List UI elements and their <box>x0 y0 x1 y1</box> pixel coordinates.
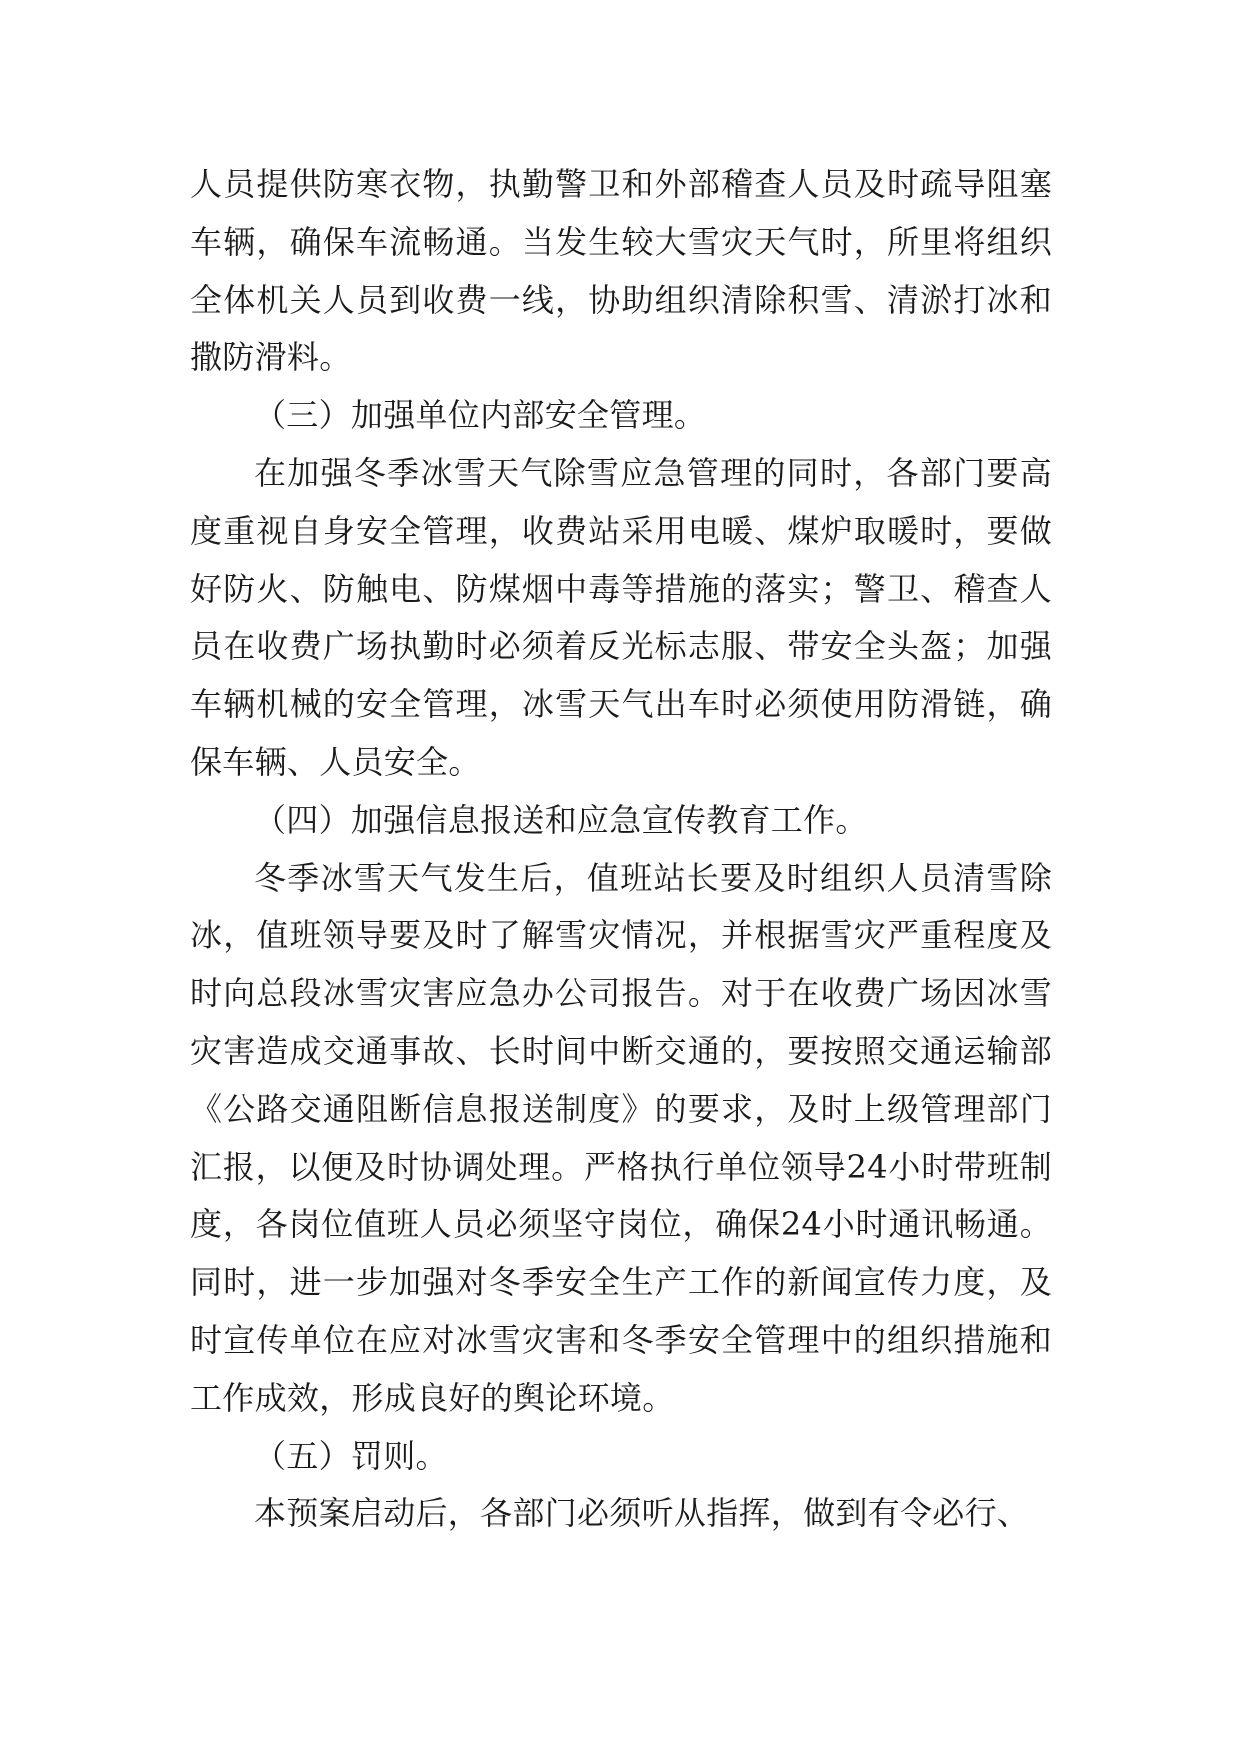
document-body <box>190 156 1052 1543</box>
paragraph-continuation: 人员提供防寒衣物，执勤警卫和外部稽查人员及时疏导阻塞车辆，确保车流畅通。当发生较大雪灾天气时，所里将组织全体机关人员到收费一线，协助组织清除积雪、清淤打冰和撒防滑料。 <box>190 165 1052 377</box>
section-heading-3: （三）加强单位内部安全管理。 <box>254 396 707 435</box>
section-heading-4: （四）加强信息报送和应急宣传教育工作。 <box>254 800 868 839</box>
section-heading-5: （五）罚则。 <box>254 1436 448 1475</box>
paragraph-info-reporting: 冬季冰雪天气发生后，值班站长要及时组织人员清雪除冰，值班领导要及时了解雪灾情况，并根据雪灾严重程度及时向总段冰雪灾害应急办公司报告。对于在收费广场因冰雪灾害造成交通事故、长时间中断交通的，要按照交通运输部《公路交通阻断信息报送制度》的要求，及时上级管理部门汇报，以便及时协调处理。严格执行单位领导24小时带班制度，各岗位值班人员必须坚守岗位，确保24小时通讯畅通。同时，进一步加强对冬季安全生产工作的新闻宣传力度，及时宣传单位在应对冰雪灾害和冬季安全管理中的组织措施和工作成效，形成良好的舆论环境。 <box>190 858 1052 1417</box>
paragraph-internal-safety: 在加强冬季冰雪天气除雪应急管理的同时，各部门要高度重视自身安全管理，收费站采用电暖、煤炉取暖时，要做好防火、防触电、防煤烟中毒等措施的落实；警卫、稽查人员在收费广场执勤时必须着反光标志服、带安全头盔；加强车辆机械的安全管理，冰雪天气出车时必须使用防滑链，确保车辆、人员安全。 <box>190 453 1052 781</box>
paragraph-penalties: 本预案启动后，各部门必须听从指挥，做到有令必行、 <box>254 1494 1030 1533</box>
